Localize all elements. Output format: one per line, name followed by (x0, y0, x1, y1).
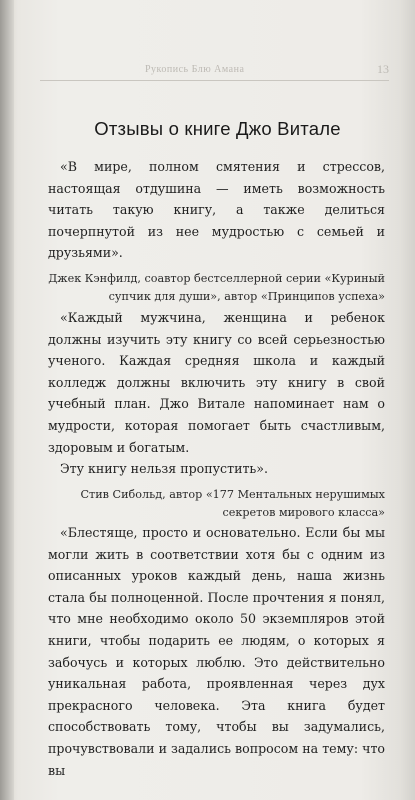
page-number: 13 (377, 62, 389, 76)
testimonial-3 (48, 522, 385, 781)
testimonial-2-text: «Каждый мужчина, женщина и ребенок должны изучить эту книгу со всей серьезностью ученого. Каждая средняя школа и каждый колледж должны включить эту книгу в свой учебный план. Джо Витале напоминает нам о мудрости, которая помогает быть счастливым, здоровым и богатым. (48, 310, 385, 455)
running-title: Рукопись Блю Амана (145, 64, 245, 75)
testimonial-2-text-continued: Эту книгу нельзя пропустить». (60, 461, 268, 477)
running-header (40, 60, 389, 78)
testimonial-2-attribution-line-2: секретов мирового класса» (222, 505, 385, 519)
section-title: Отзывы о книге Джо Витале (94, 118, 341, 139)
testimonial-1-text: «В мире, полном смятения и стрессов, настоящая отдушина — иметь возможность читать такую книгу, а также делиться почерпнутой из нее мудростью с семьей и друзьями». (48, 159, 385, 261)
header-rule (40, 80, 389, 81)
testimonial-3-text: «Блестяще, просто и основательно. Если бы мы могли жить в соответствии хотя бы с одним из описанных уроков каждый день, наша жизнь стала бы полноценной. После прочтения я понял, что мне необходимо около 50 экземпляров этой книги, чтобы подарить ее людям, о которых я забочусь и которых люблю. Это действительно уникальная работа, проявленная через дух прекрасного человека. Эта книга будет способствовать тому, чтобы вы задумались, прочувствовали и задались вопросом на тему: что вы (48, 525, 385, 778)
page-spine-shadow (0, 0, 14, 800)
testimonial-1 (48, 156, 385, 306)
testimonial-2 (48, 307, 385, 522)
testimonial-2-attribution (48, 486, 385, 522)
testimonial-1-attribution (48, 270, 385, 306)
testimonial-2-attribution-line-1: Стив Сибольд, автор «177 Ментальных нерушимых (80, 487, 385, 501)
testimonial-1-attribution-line-2: супчик для души», автор «Принципов успеха» (108, 289, 385, 303)
testimonial-1-attribution-line-1: Джек Кэнфилд, соавтор бестселлерной серии «Куриный (48, 271, 385, 285)
